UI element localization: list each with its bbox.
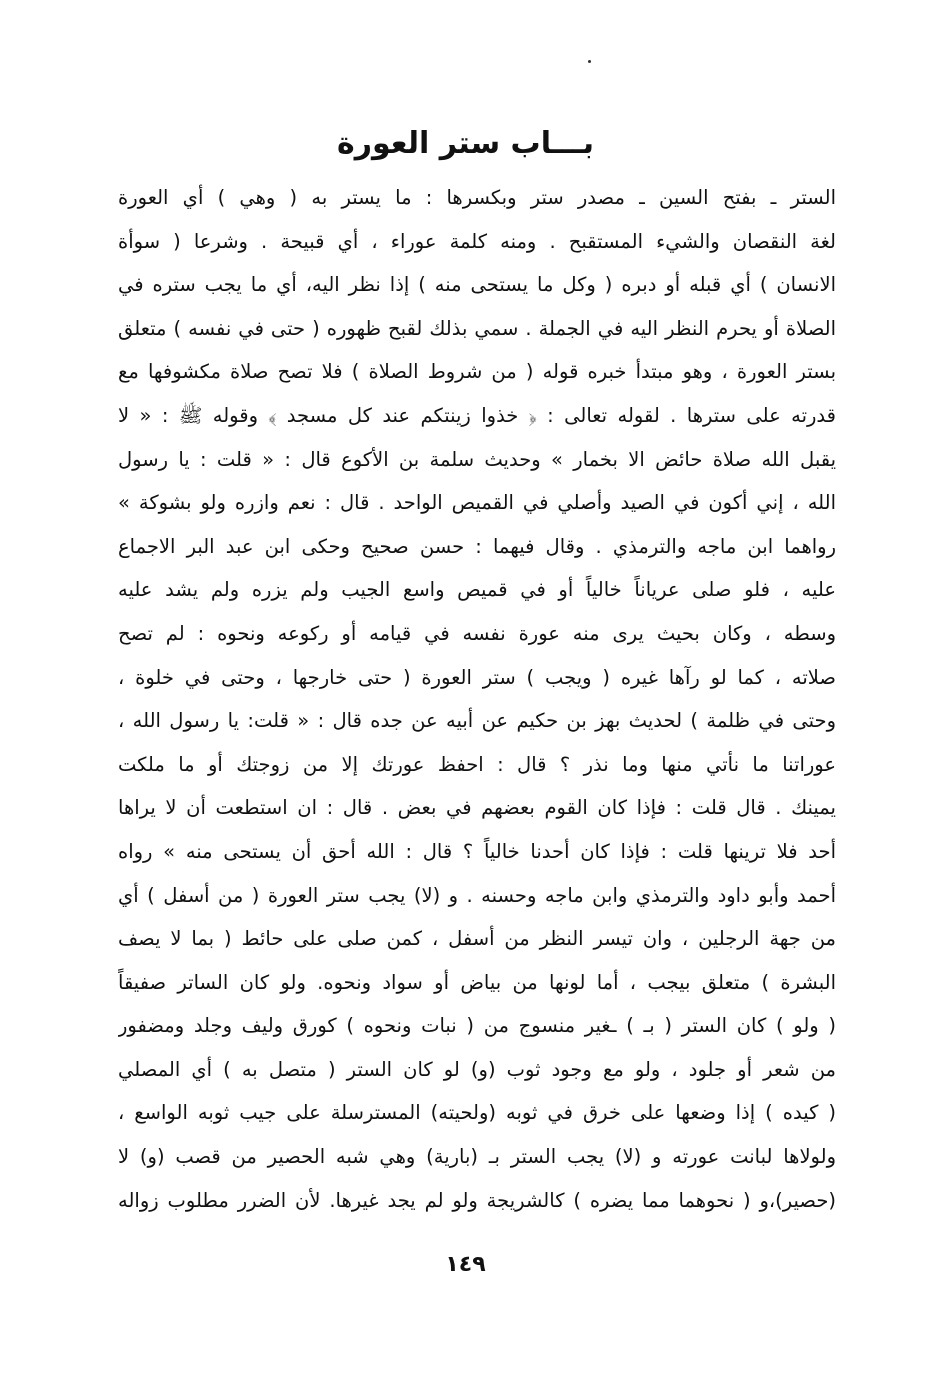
text-line-5: بستر العورة ، وهو مبتدأ خبره قوله ( من شروط الصلاة ) فلا تصح صلاة مكشوفها مع (118, 360, 836, 384)
text-line-21: من شعر أو جلود ، ولو مع وجود ثوب (و) لو كان الستر ( متصل به ) أي المصلي (118, 1057, 836, 1081)
text-line-11: وسطه ، وكان بحيث يرى منه عورة نفسه في قيامه أو ركوعه ونحوه : لم تصح (118, 621, 836, 645)
body-text (118, 176, 836, 1222)
text-line-19: البشرة ) متعلق بيجب ، أما لونها من بياض أو سواد ونحوه. ولو كان الساتر صفيقاً (118, 970, 836, 994)
page-number: ١٤٩ (445, 1252, 486, 1277)
text-line-10: عليه ، فلو صلى عرياناً خالياً أو في قميص واسع الجيب ولم يزره ولم يشد عليه (118, 578, 836, 602)
text-line-3: الانسان ) أي قبله أو دبره ( وكل ما يستحى منه ) إذا نظر اليه، أي ما يجب ستره في (118, 273, 836, 297)
text-line-17: أحمد وأبو داود والترمذي وابن ماجه وحسنه . و (لا) يجب ستر العورة ( من أسفل ) أي (118, 883, 836, 907)
text-line-2: لغة النقصان والشيء المستقبح . ومنه كلمة عوراء ، أي قبيحة . وشرعا ( سوأة (118, 229, 836, 253)
text-line-13: وحتى في ظلمة ) لحديث بهز بن حكيم عن أبيه عن جده قال : « قلت: يا رسول الله ، (118, 709, 836, 733)
text-line-7: يقبل الله صلاة حائض الا بخمار » وحديث سلمة بن الأكوع قال : « قلت : يا رسول (118, 447, 836, 471)
text-line-12: صلاته ، كما لو رآها غيره ( ويجب ) ستر العورة ( حتى خارجها ، وحتى في خلوة ، (118, 665, 836, 689)
text-line-9: رواهما ابن ماجه والترمذي . وقال فيهما : حسن صحيح وحكى ابن عبد البر الاجماع (118, 534, 836, 558)
text-line-6: قدرته على سترها . لقوله تعالى : ﴿ خذوا زينتكم عند كل مسجد ﴾ وقوله ﷺ : « لا (118, 403, 836, 427)
text-line-23: ولولاها لبانت عورته و (لا) يجب الستر بـ (بارية) وهي شبه الحصير من قصب (و) لا (118, 1145, 836, 1169)
text-line-1: الستر ـ بفتح السين ـ مصدر ستر وبكسرها : ما يستر به ( وهي ) أي العورة (118, 186, 836, 209)
text-line-18: من جهة الرجلين ، وان تيسر النظر من أسفل ، كمن صلى على حائط ( بما لا يصف (118, 927, 836, 951)
text-line-8: الله ، إني أكون في الصيد وأصلي في القميص الواحد . قال : نعم وازره ولو بشوكة » (118, 491, 836, 515)
text-line-14: عوراتنا ما نأتي منها وما نذر ؟ قال : احفظ عورتك إلا من زوجتك أو ما ملكت (118, 752, 836, 776)
text-line-16: أحد فلا ترينها قلت : فإذا كان أحدنا خالياً ؟ قال : الله أحق أن يستحى منه » رواه (118, 839, 836, 863)
ink-speck (588, 60, 591, 63)
text-line-20: ( ولو ) كان الستر ( بـ ) ـغير منسوج من ( نبات ونحوه ) كورق وليف وجلد ومضفور (118, 1014, 836, 1038)
text-line-22: ( كيده ) إذا وضعها على خرق في ثوبه (ولحيته) المسترسلة على جيب ثوبه الواسع ، (118, 1101, 836, 1125)
text-line-24: (حصير)،و ( نحوهما مما يضره ) كالشريجة ولو لم يجد غيرها. لأن الضرر مطلوب زواله (118, 1188, 836, 1212)
text-line-15: يمينك . قال قلت : فإذا كان القوم بعضهم في بعض . قال : ان استطعت أن لا يراها (118, 796, 836, 820)
text-line-4: الصلاة أو يحرم النظر اليه في الجملة . سمي بذلك لقبح ظهوره ( حتى في نفسه ) متعلق (118, 316, 836, 340)
chapter-title: بـــاب ستر العورة (336, 126, 594, 161)
